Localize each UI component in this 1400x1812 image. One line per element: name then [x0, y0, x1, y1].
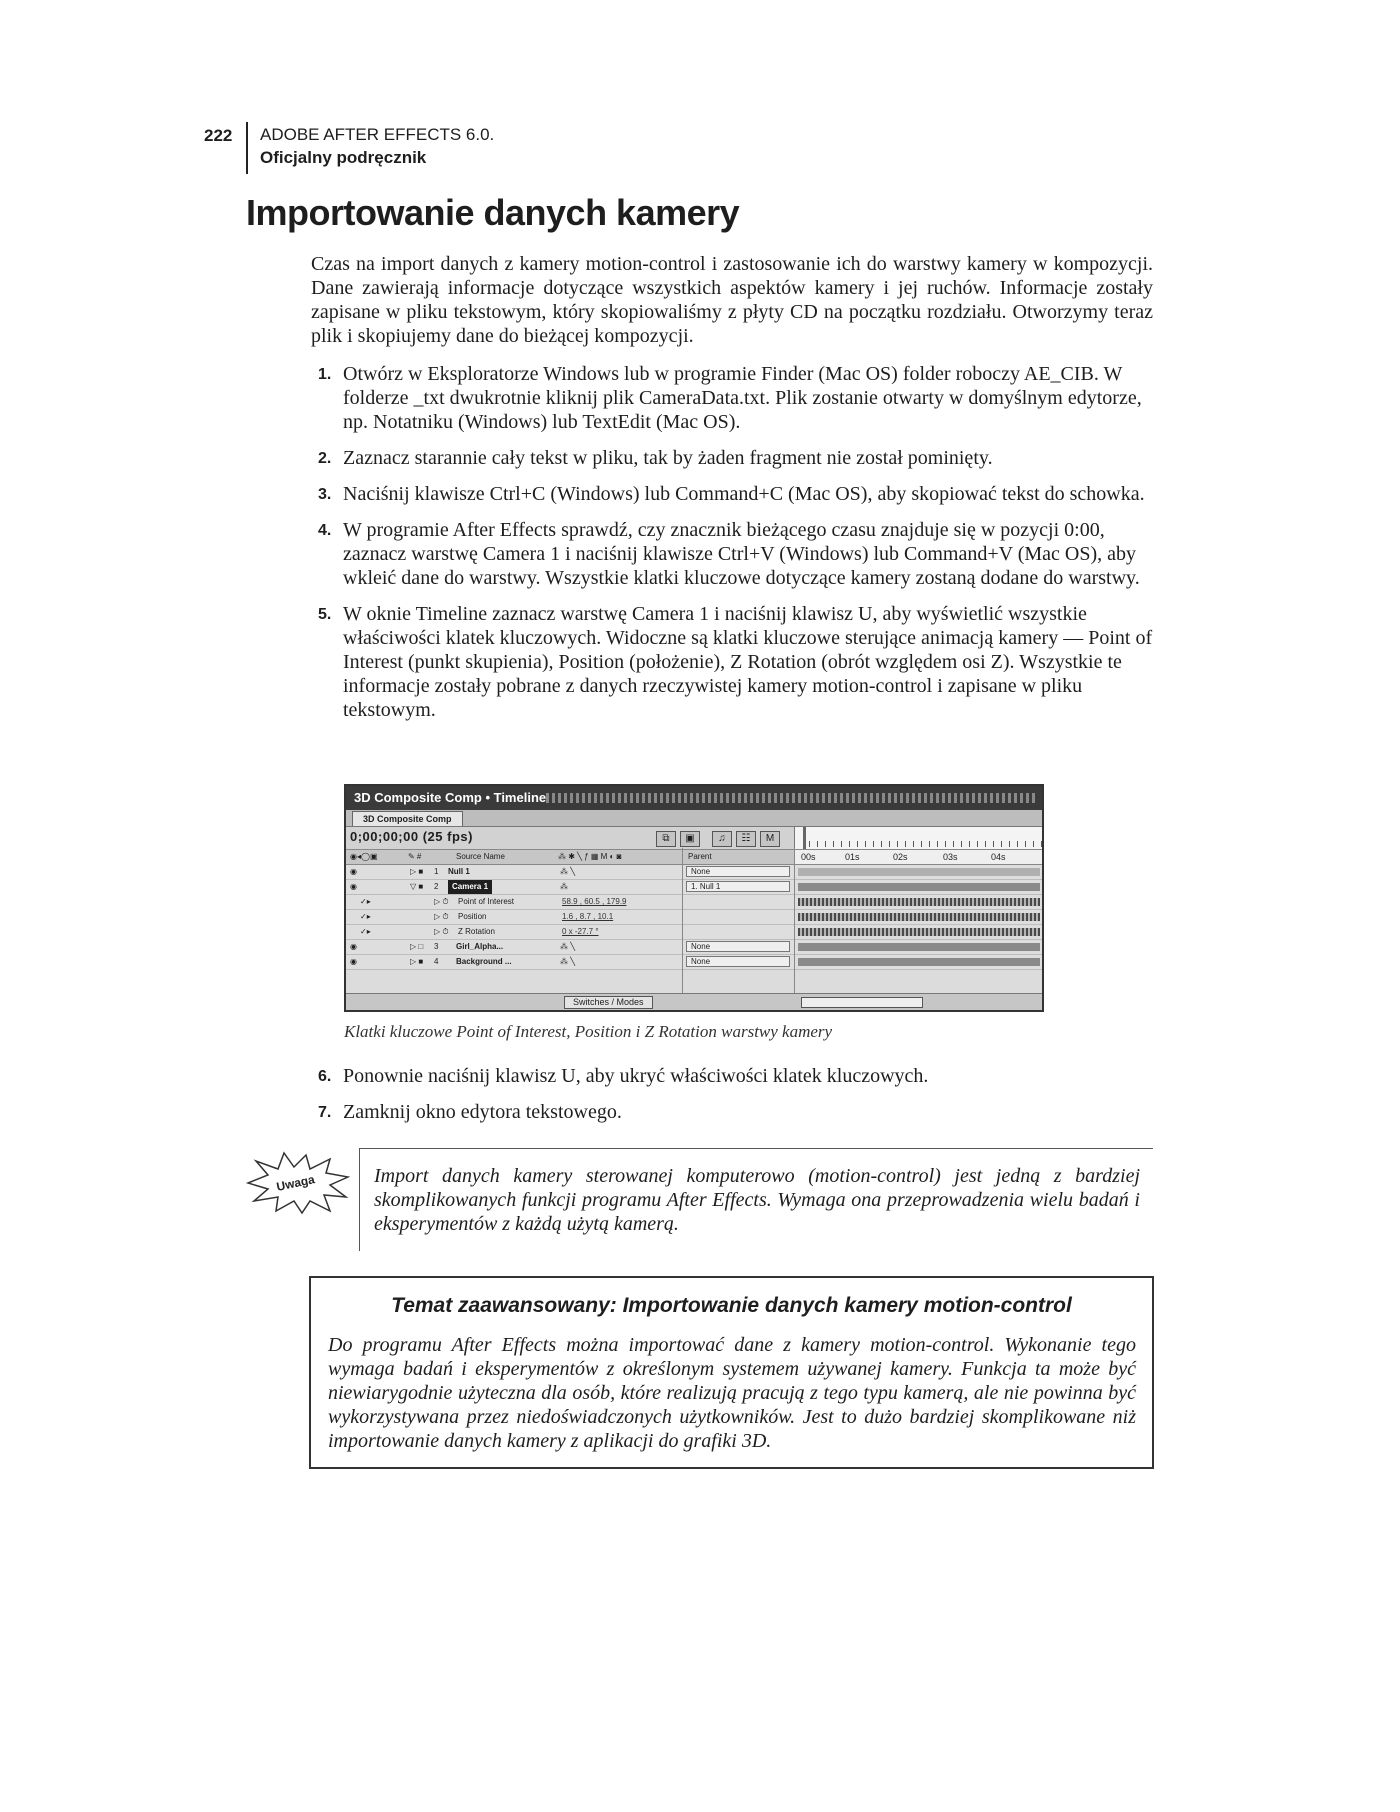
layer-duration-bar[interactable] [798, 943, 1040, 951]
layer-row[interactable] [346, 955, 1042, 970]
book-title: ADOBE AFTER EFFECTS 6.0. [260, 125, 495, 144]
keyframe-track[interactable] [798, 928, 1040, 936]
marker-icon[interactable]: M [760, 831, 780, 847]
steps-list-after [318, 1064, 1153, 1136]
book-subtitle: Oficjalny podręcznik [260, 148, 427, 167]
timeline-titlebar [346, 786, 1042, 810]
zoom-slider[interactable] [801, 997, 923, 1008]
step-text: Zaznacz starannie cały tekst w pliku, tak by żaden fragment nie został pominięty. [343, 447, 993, 469]
timeline-window-title: 3D Composite Comp • Timeline [354, 790, 547, 805]
parent-select[interactable]: None [686, 941, 790, 952]
time-ruler[interactable] [794, 827, 1042, 849]
layer-duration-bar[interactable] [798, 958, 1040, 966]
stopwatch-icon[interactable]: ▷ ⏱ [434, 927, 449, 936]
parent-select[interactable]: 1. Null 1 [686, 881, 790, 892]
keyframe-track[interactable] [798, 913, 1040, 921]
layer-name[interactable]: Background ... [456, 957, 512, 966]
layer-row[interactable] [346, 940, 1042, 955]
bell-icon[interactable]: ♫ [712, 831, 732, 847]
ruler-label: 02s [893, 852, 908, 862]
step-number: 5. [318, 606, 332, 623]
stopwatch-icon[interactable]: ▷ ⏱ [434, 912, 449, 921]
step-text: Otwórz w Eksploratorze Windows lub w programie Finder (Mac OS) folder roboczy AE_CIB. W folderze _txt dwukrotnie kliknij plik CameraData.txt. Plik zostanie otwarty w domyślnym edytorze, np. Notatniku (Windows) lub TextEdit (Mac OS). [343, 363, 1142, 433]
ruler-label: 03s [943, 852, 958, 862]
source-name-header[interactable]: Source Name [456, 852, 505, 861]
timeline-screenshot [344, 784, 1044, 1012]
step-item [318, 482, 1153, 506]
step-text: Zamknij okno edytora tekstowego. [343, 1101, 622, 1123]
titlebar-grip [546, 793, 1038, 803]
step-number: 7. [318, 1104, 332, 1121]
layer-index: 1 [434, 867, 439, 876]
switch-icons[interactable]: ⁂ ╲ [560, 957, 576, 966]
switch-icons[interactable]: ⁂ ╲ [560, 942, 576, 951]
twirl-icon[interactable]: ▷ ■ [410, 867, 424, 876]
step-item [318, 362, 1153, 434]
timecode-row [346, 827, 1042, 850]
stopwatch-check-icon[interactable]: ✓▸ [360, 927, 371, 936]
note-starburst-icon [246, 1151, 350, 1215]
note-text: Import danych kamery sterowanej komputerowo (motion-control) jest jedną z bardziej skomplikowanych funkcji programu After Effects. Wymaga ona przeprowadzenia wielu badań i eksperymentów z każdą użytą kamerą. [374, 1165, 1140, 1235]
property-row[interactable] [346, 895, 1042, 910]
twirl-open-icon[interactable]: ▽ ■ [410, 882, 424, 891]
layer-rows [346, 865, 1042, 970]
step-number: 2. [318, 450, 332, 467]
stopwatch-check-icon[interactable]: ✓▸ [360, 912, 371, 921]
layer-index: 4 [434, 957, 439, 966]
column-divider[interactable] [794, 848, 795, 994]
step-text: Ponownie naciśnij klawisz U, aby ukryć właściwości klatek kluczowych. [343, 1065, 929, 1087]
header-divider [246, 122, 248, 174]
switch-icons[interactable]: ⁂ ╲ [560, 867, 576, 876]
property-values[interactable]: 1.6 , 8.7 , 10.1 [562, 912, 614, 921]
eye-icon[interactable]: ◉ [350, 957, 357, 966]
figure-caption: Klatki kluczowe Point of Interest, Position i Z Rotation warstwy kamery [344, 1022, 833, 1041]
graph-icon[interactable]: ☷ [736, 831, 756, 847]
ruler-label: 00s [801, 852, 816, 862]
keyframe-track[interactable] [798, 898, 1040, 906]
step-item [318, 1100, 1153, 1124]
switches-header-icons: ⁂ ✱ ╲ ƒ ▦ M ◐ ◙ [558, 852, 622, 861]
stopwatch-icon[interactable]: ▷ ⏱ [434, 897, 449, 906]
property-name: Point of Interest [458, 897, 515, 906]
steps-list-before [318, 362, 1153, 734]
eye-icon[interactable]: ◉ [350, 867, 357, 876]
current-time-indicator[interactable] [803, 827, 806, 849]
ruler-ticks [809, 841, 1042, 847]
step-text: W programie After Effects sprawdź, czy znacznik bieżącego czasu znajduje się w pozycji 0:00, zaznacz warstwę Camera 1 i naciśnij klawisze Ctrl+V (Windows) lub Command+V (Mac OS), aby wkleić dane do warstwy. Wszystkie klatki kluczowe dotyczące kamery zostaną dodane do warstwy. [343, 519, 1140, 589]
property-name: Position [458, 912, 487, 921]
property-row[interactable] [346, 910, 1042, 925]
layer-index: 3 [434, 942, 439, 951]
timecode-display[interactable]: 0;00;00;00 (25 fps) [350, 829, 473, 844]
advanced-topic-text: Do programu After Effects można importować dane z kamery motion-control. Wykonanie tego wymaga badań i eksperymentów z określonym systemem używanej kamery. Funkcja ta może być niewiarygodnie użyteczna dla osób, które realizują pracują z tego typu kamerą, ale nie powinna być wykorzystywana przez niedoświadczonych użytkowników. Jest to dużo bardziej skomplikowane niż importowanie danych kamery z aplikacji do grafiki 3D. [328, 1334, 1136, 1452]
ruler-labels [794, 850, 1042, 864]
property-row[interactable] [346, 925, 1042, 940]
column-divider[interactable] [682, 848, 683, 994]
label-icons: ✎ # [408, 852, 422, 861]
ruler-label: 04s [991, 852, 1006, 862]
layer-name[interactable]: Null 1 [448, 867, 470, 876]
layer-duration-bar[interactable] [798, 883, 1040, 891]
property-values[interactable]: 58.9 , 60.5 , 179.9 [562, 897, 627, 906]
render-button-icon[interactable]: ▣ [680, 831, 700, 847]
timeline-bottom-bar [346, 993, 1042, 1010]
property-values[interactable]: 0 x -27.7 ° [562, 927, 599, 936]
step-number: 1. [318, 366, 332, 383]
ruler-label: 01s [845, 852, 860, 862]
comp-button-icon[interactable]: ⧉ [656, 831, 676, 847]
tab-3d-composite-comp[interactable]: 3D Composite Comp [352, 811, 463, 826]
stopwatch-check-icon[interactable]: ✓▸ [360, 897, 371, 906]
layer-name[interactable]: Girl_Alpha... [456, 942, 504, 951]
intro-paragraph: Czas na import danych z kamery motion-control i zastosowanie ich do warstwy kamery w kompozycji. Dane zawierają informacje dotyczące wszystkich aspektów kamery i jej ruchów. Informacje zostały zapisane w pliku tekstowym, który skopiowaliśmy z płyty CD na początku rozdziału. Otworzymy teraz plik i skopiujemy dane do bieżącej kompozycji. [311, 253, 1153, 347]
switch-icons[interactable]: ⁂ [560, 882, 568, 891]
parent-select[interactable]: None [686, 956, 790, 967]
note-icon-label: Uwaga [275, 1172, 316, 1194]
layer-duration-bar[interactable] [798, 868, 1040, 876]
layer-row-camera[interactable] [346, 880, 1042, 895]
step-text: Naciśnij klawisze Ctrl+C (Windows) lub Command+C (Mac OS), aby skopiować tekst do schowka. [343, 483, 1145, 505]
layer-row[interactable] [346, 865, 1042, 880]
advanced-topic-title: Temat zaawansowany: Importowanie danych kamery motion-control [391, 1294, 1072, 1317]
layer-index: 2 [434, 882, 439, 891]
page-number: 222 [204, 126, 233, 145]
step-number: 6. [318, 1068, 332, 1085]
parent-header[interactable]: Parent [688, 852, 712, 861]
av-features-icons: ◉◂◯▣ [350, 852, 378, 861]
switches-modes-button[interactable]: Switches / Modes [564, 996, 653, 1009]
step-item [318, 446, 1153, 470]
step-item [318, 1064, 1153, 1088]
parent-select[interactable]: None [686, 866, 790, 877]
eye-icon[interactable]: ◉ [350, 882, 357, 891]
step-number: 4. [318, 522, 332, 539]
step-number: 3. [318, 486, 332, 503]
eye-icon[interactable]: ◉ [350, 942, 357, 951]
step-item [318, 518, 1153, 590]
twirl-icon[interactable]: ▷ □ [410, 942, 424, 951]
column-header-row [346, 850, 1042, 865]
timeline-tab-row [346, 810, 1042, 827]
step-text: W oknie Timeline zaznacz warstwę Camera 1 i naciśnij klawisz U, aby wyświetlić wszystkie właściwości klatek kluczowych. Widoczne są klatki kluczowe sterujące animacją kamery — Point of Interest (punkt skupienia), Position (położenie), Z Rotation (obrót względem osi Z). Wszystkie te informacje zostały pobrane z danych rzeczywistej kamery motion-control i zapisane w pliku tekstowym. [343, 603, 1153, 721]
step-item [318, 602, 1153, 722]
twirl-icon[interactable]: ▷ ■ [410, 957, 424, 966]
layer-name[interactable]: Camera 1 [448, 880, 492, 894]
section-title: Importowanie danych kamery [246, 192, 740, 233]
property-name: Z Rotation [458, 927, 495, 936]
